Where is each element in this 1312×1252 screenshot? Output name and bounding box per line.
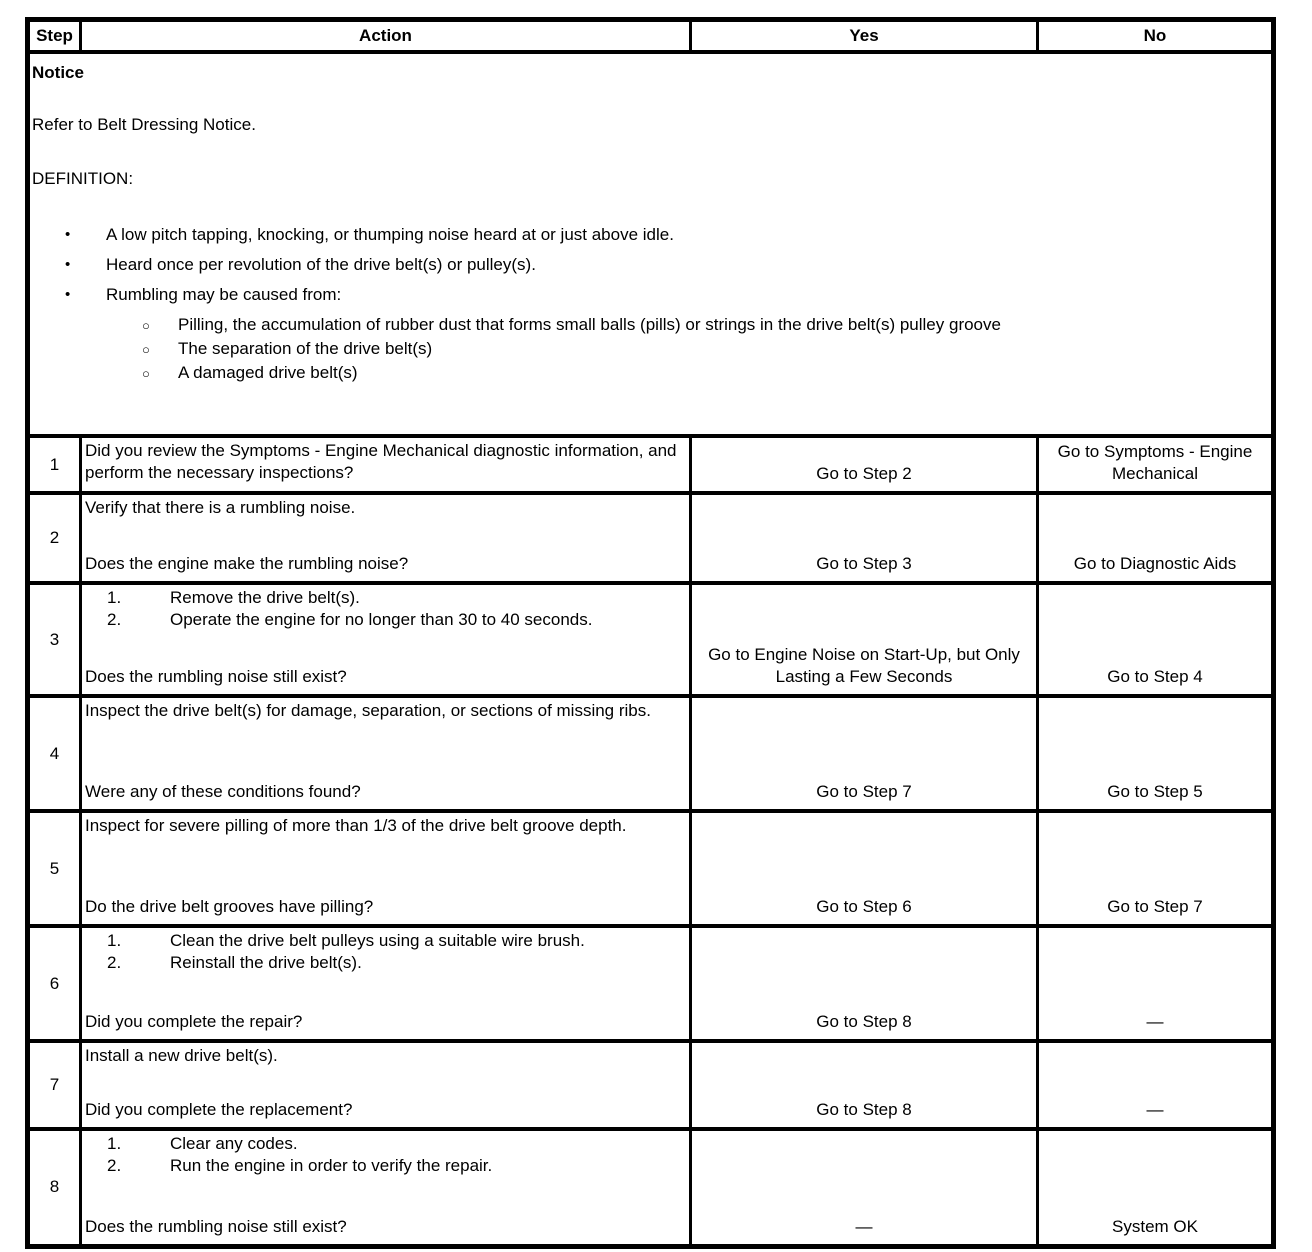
list-text: Operate the engine for no longer than 30 to 40 seconds. <box>170 610 593 629</box>
action-cell <box>81 811 691 926</box>
list-number: 1. <box>107 588 122 607</box>
action-question: Did you complete the repair? <box>85 1012 303 1031</box>
table-row <box>28 493 1274 583</box>
bullet-item <box>32 284 1265 306</box>
list-number: 2. <box>107 610 122 629</box>
bullet-item <box>32 224 1265 246</box>
yes-cell: — <box>691 1129 1038 1246</box>
bullet-text: A low pitch tapping, knocking, or thumping noise heard at or just above idle. <box>106 225 674 244</box>
list-text: Remove the drive belt(s). <box>170 588 360 607</box>
no-cell: Go to Step 4 <box>1038 583 1274 696</box>
no-cell: Go to Step 7 <box>1038 811 1274 926</box>
action-list-item <box>85 930 685 952</box>
notice-title: Notice <box>32 63 84 82</box>
yes-cell: Go to Engine Noise on Start-Up, but Only Lasting a Few Seconds <box>691 583 1038 696</box>
action-list-item <box>85 609 685 631</box>
action-cell <box>81 696 691 811</box>
action-intro: Verify that there is a rumbling noise. <box>85 498 356 517</box>
list-text: Run the engine in order to verify the repair. <box>170 1156 493 1175</box>
action-intro: Did you review the Symptoms - Engine Mechanical diagnostic information, and perform the necessary inspections? <box>85 441 677 482</box>
sub-bullet-item <box>32 338 1265 360</box>
table-row <box>28 926 1274 1041</box>
bullet-icon: • <box>65 286 71 303</box>
step-number: 1 <box>28 436 81 493</box>
header-row <box>28 20 1274 53</box>
action-cell <box>81 583 691 696</box>
list-text: Clear any codes. <box>170 1134 298 1153</box>
action-list-item <box>85 952 685 974</box>
step-number: 5 <box>28 811 81 926</box>
action-cell <box>81 1129 691 1246</box>
circle-bullet-icon: ○ <box>142 342 150 357</box>
bullet-icon: • <box>65 226 71 243</box>
col-header-no: No <box>1038 20 1274 53</box>
step-number: 2 <box>28 493 81 583</box>
action-list-item <box>85 1133 685 1155</box>
bullet-icon: • <box>65 256 71 273</box>
bullet-item <box>32 254 1265 276</box>
no-cell: — <box>1038 1041 1274 1129</box>
action-question: Does the engine make the rumbling noise? <box>85 554 409 573</box>
yes-cell: Go to Step 2 <box>691 436 1038 493</box>
definition-bullet-list <box>32 224 1265 384</box>
action-question: Does the rumbling noise still exist? <box>85 667 347 686</box>
diagnostic-table <box>25 17 1276 1249</box>
yes-cell: Go to Step 8 <box>691 1041 1038 1129</box>
circle-bullet-icon: ○ <box>142 318 150 333</box>
step-number: 8 <box>28 1129 81 1246</box>
action-question: Did you complete the replacement? <box>85 1100 353 1119</box>
bullet-text: Rumbling may be caused from: <box>106 285 342 304</box>
yes-cell: Go to Step 8 <box>691 926 1038 1041</box>
step-number: 6 <box>28 926 81 1041</box>
action-intro: Install a new drive belt(s). <box>85 1046 278 1065</box>
no-cell: — <box>1038 926 1274 1041</box>
sub-bullet-text: A damaged drive belt(s) <box>178 363 358 382</box>
no-cell: Go to Symptoms - Engine Mechanical <box>1038 436 1274 493</box>
step-number: 3 <box>28 583 81 696</box>
list-number: 2. <box>107 1156 122 1175</box>
yes-cell: Go to Step 3 <box>691 493 1038 583</box>
sub-bullet-text: The separation of the drive belt(s) <box>178 339 433 358</box>
action-intro: Inspect the drive belt(s) for damage, separation, or sections of missing ribs. <box>85 701 651 720</box>
table-row <box>28 811 1274 926</box>
table-row <box>28 436 1274 493</box>
sub-bullet-text: Pilling, the accumulation of rubber dust that forms small balls (pills) or strings in the drive belt(s) pulley groove <box>178 315 1001 334</box>
action-cell <box>81 926 691 1041</box>
notice-row <box>28 52 1274 436</box>
no-cell: Go to Step 5 <box>1038 696 1274 811</box>
list-text: Clean the drive belt pulleys using a suitable wire brush. <box>170 931 585 950</box>
action-cell <box>81 493 691 583</box>
notice-refer-text: Refer to Belt Dressing Notice. <box>32 115 256 134</box>
step-number: 4 <box>28 696 81 811</box>
col-header-yes: Yes <box>691 20 1038 53</box>
notice-cell <box>28 52 1274 436</box>
action-list-item <box>85 1155 685 1177</box>
circle-bullet-icon: ○ <box>142 366 150 381</box>
action-question: Were any of these conditions found? <box>85 782 361 801</box>
list-number: 2. <box>107 953 122 972</box>
step-number: 7 <box>28 1041 81 1129</box>
action-list-item <box>85 587 685 609</box>
list-text: Reinstall the drive belt(s). <box>170 953 362 972</box>
sub-bullet-item <box>32 314 1265 336</box>
table-row <box>28 696 1274 811</box>
action-cell <box>81 436 691 493</box>
no-cell: Go to Diagnostic Aids <box>1038 493 1274 583</box>
table-row <box>28 1129 1274 1246</box>
bullet-text: Heard once per revolution of the drive belt(s) or pulley(s). <box>106 255 536 274</box>
action-intro: Inspect for severe pilling of more than 1/3 of the drive belt groove depth. <box>85 816 627 835</box>
list-number: 1. <box>107 931 122 950</box>
no-cell: System OK <box>1038 1129 1274 1246</box>
list-number: 1. <box>107 1134 122 1153</box>
sub-bullet-item <box>32 362 1265 384</box>
col-header-action: Action <box>81 20 691 53</box>
table-row <box>28 1041 1274 1129</box>
yes-cell: Go to Step 6 <box>691 811 1038 926</box>
yes-cell: Go to Step 7 <box>691 696 1038 811</box>
table-row <box>28 583 1274 696</box>
action-question: Do the drive belt grooves have pilling? <box>85 897 374 916</box>
col-header-step: Step <box>28 20 81 53</box>
action-cell <box>81 1041 691 1129</box>
action-question: Does the rumbling noise still exist? <box>85 1217 347 1236</box>
definition-label: DEFINITION: <box>32 169 134 188</box>
